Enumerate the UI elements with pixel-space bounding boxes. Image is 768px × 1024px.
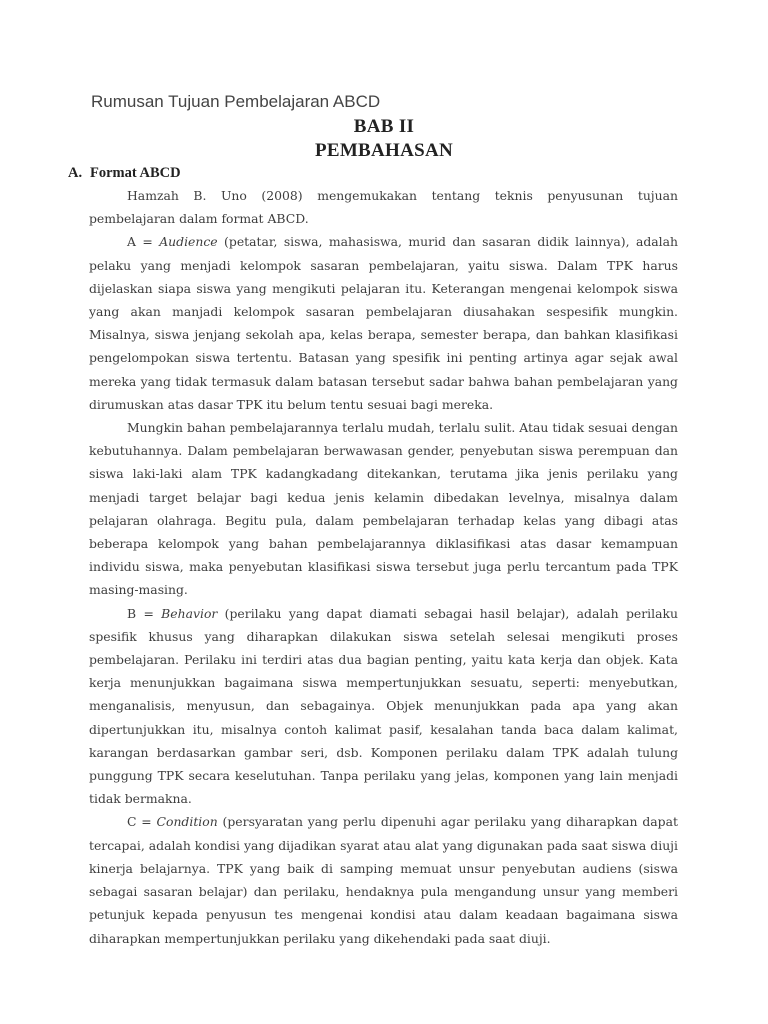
paragraph-intro [89, 184, 678, 230]
paragraph-audience [89, 230, 678, 416]
section-number: A. [68, 165, 83, 181]
term-behavior: Behavior [161, 605, 218, 621]
chapter-title: PEMBAHASAN [314, 140, 454, 161]
term-condition: Condition [156, 814, 218, 830]
paragraph-lead: A = [127, 234, 160, 250]
paragraph-text: (perilaku yang dapat diamati sebagai hasil belajar), adalah perilaku spesifik khusus yang diharapkan dilakukan siswa setelah selesai mengikuti proses pembelajaran. Perilaku ini terdiri atas dua bagian penting, yaitu kata kerja dan objek. Kata kerja menunjukkan bagaimana siswa mempertunjukkan sesuatu, seperti: menyebutkan, menganalisis, menyusun, dan sebagainya. Objek menunjukkan pada apa yang akan dipertunjukkan itu, misalnya contoh kalimat pasif, kesalahan tanda baca dalam kalimat, karangan berdasarkan gambar seri, dsb. Komponen perilaku dalam TPK adalah tulung punggung TPK secara keselutuhan. Tanpa perilaku yang jelas, komponen yang lain menjadi tidak bermakna. [89, 605, 678, 807]
section-title: Format ABCD [90, 165, 181, 181]
paragraph-audience-continued [89, 416, 678, 602]
paragraph-text: Mungkin bahan pembelajarannya terlalu mudah, terlalu sulit. Atau tidak sesuai dengan kebutuhannya. Dalam pembelajaran berwawasan gender, penyebutan siswa perempuan dan siswa laki-laki alam TPK kadangkadang ditekankan, terutama jika jenis perilaku yang menjadi target belajar bagi kedua jenis kelamin dibedakan levelnya, misalnya dalam pelajaran olahraga. Begitu pula, dalam pembelajaran terhadap kelas yang dibagi atas beberapa kelompok yang bahan pembelajarannya diklasifikasi atas dasar kemampuan individu siswa, maka penyebutan klasifikasi siswa tersebut juga perlu tercantum pada TPK masing-masing. [89, 420, 678, 598]
paragraph-lead: B = [127, 605, 162, 621]
section-heading [68, 165, 181, 182]
term-audience: Audience [159, 234, 218, 250]
paragraph-condition [89, 810, 678, 949]
paragraph-text: (persyaratan yang perlu dipenuhi agar perilaku yang diharapkan dapat tercapai, adalah kondisi yang dijadikan syarat atau alat yang digunakan pada saat siswa diuji kinerja belajarnya. TPK yang baik di samping memuat unsur penyebutan audiens (siswa sebagai sasaran belajar) dan perilaku, hendaknya pula mengandung unsur yang memberi petunjuk kepada penyusun tes mengenai kondisi atau dalam keadaan bagaimana siswa diharapkan mempertunjukkan perilaku yang dikehendaki pada saat diuji. [89, 814, 678, 946]
paragraph-lead: C = [127, 814, 157, 830]
document-title: Rumusan Tujuan Pembelajaran ABCD [91, 92, 381, 111]
paragraph-text: (petatar, siswa, mahasiswa, murid dan sasaran didik lainnya), adalah pelaku yang menjadi kelompok sasaran pembelajaran, yaitu siswa. Dalam TPK harus dijelaskan siapa siswa yang mengikuti pelajaran itu. Keterangan mengenai kelompok siswa yang akan manjadi kelompok sasaran pembelajaran diusahakan sespesifik mungkin. Misalnya, siswa jenjang sekolah apa, kelas berapa, semester berapa, dan bahkan klasifikasi pengelompokan siswa tertentu. Batasan yang spesifik ini penting artinya agar sejak awal mereka yang tidak termasuk dalam batasan tersebut sadar bahwa bahan pembelajaran yang dirumuskan atas dasar TPK itu belum tentu sesuai bagi mereka. [89, 234, 678, 412]
paragraph-text: Hamzah B. Uno (2008) mengemukakan tentang teknis penyusunan tujuan pembelajaran dalam format ABCD. [89, 188, 678, 227]
chapter-number: BAB II [353, 116, 415, 137]
body-text [89, 184, 678, 950]
paragraph-behavior [89, 602, 678, 811]
